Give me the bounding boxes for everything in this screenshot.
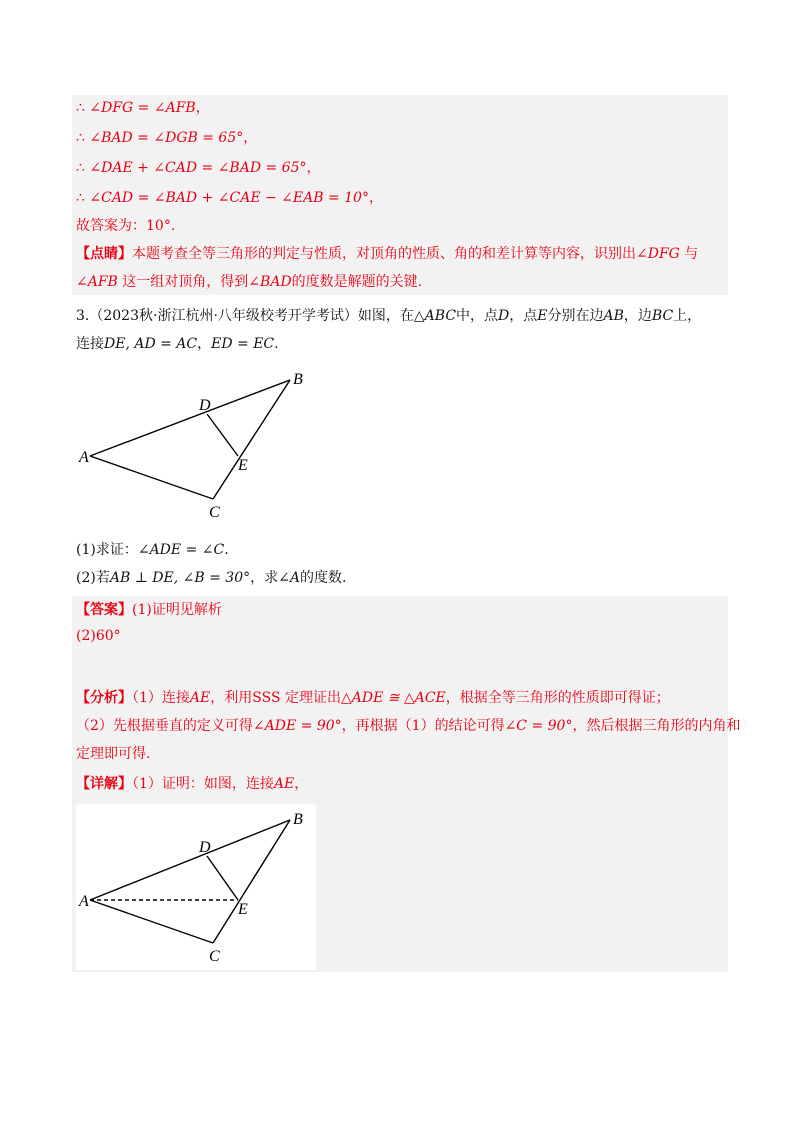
label-b: B <box>293 371 303 388</box>
label-c: C <box>209 504 220 521</box>
segment-ac <box>90 456 213 499</box>
analysis-line-1: 【分析】（1）连接AE，利用SSS 定理证出△ADE ≅ △ACE，根据全等三角形的性质即可得证； <box>76 690 670 706</box>
question-2: (2)若AB ⊥ DE, ∠B = 30°，求∠A的度数. <box>76 570 347 586</box>
solution-line-2: ∴ ∠BAD = ∠DGB = 65°， <box>76 130 258 146</box>
detail-line: 【详解】（1）证明：如图，连接AE， <box>76 776 309 792</box>
triangle-figure-2 <box>76 806 326 966</box>
problem-line-1: 3.（2023秋·浙江杭州·八年级校考开学考试）如图，在△ABC中，点D，点E分别在边AB，边BC上， <box>76 308 702 324</box>
triangle-figure-1 <box>76 366 326 526</box>
label-d-2: D <box>199 839 211 856</box>
problem-line-2: 连接DE, AD = AC，ED = EC. <box>76 336 279 352</box>
segment-de-2 <box>207 856 238 900</box>
comment-line-1: 【点睛】本题考查全等三角形的判定与性质，对顶角的性质、角的和差计算等内容，识别出∠DFG 与 <box>76 246 699 262</box>
answer-tag-line: 【答案】(1)证明见解析 <box>76 602 222 618</box>
segment-ab <box>90 380 290 456</box>
segment-de <box>207 414 238 456</box>
label-d: D <box>199 397 211 414</box>
label-e-2: E <box>238 901 248 918</box>
segment-ab-2 <box>90 820 290 900</box>
segment-ac-2 <box>90 900 213 943</box>
label-c-2: C <box>209 948 220 965</box>
label-a: A <box>79 449 89 466</box>
label-e: E <box>238 457 248 474</box>
label-b-2: B <box>293 811 303 828</box>
solution-line-1: ∴ ∠DFG = ∠AFB， <box>76 100 210 116</box>
solution-line-4: ∴ ∠CAD = ∠BAD + ∠CAE − ∠EAB = 10°， <box>76 190 383 206</box>
answer-line: 故答案为：10°. <box>76 218 176 234</box>
solution-line-3: ∴ ∠DAE + ∠CAD = ∠BAD = 65°， <box>76 160 321 176</box>
question-1: (1)求证：∠ADE = ∠C. <box>76 542 229 558</box>
label-a-2: A <box>79 893 89 910</box>
comment-line-2: ∠AFB 这一组对顶角，得到∠BAD的度数是解题的关键. <box>76 274 423 290</box>
segment-bc <box>213 380 290 499</box>
analysis-line-2: （2）先根据垂直的定义可得∠ADE = 90°，再根据（1）的结论可得∠C = 90°，然后根据三角形的内角和 <box>76 718 741 734</box>
answer-part-2: (2)60° <box>76 628 121 644</box>
analysis-line-3: 定理即可得. <box>76 746 151 762</box>
